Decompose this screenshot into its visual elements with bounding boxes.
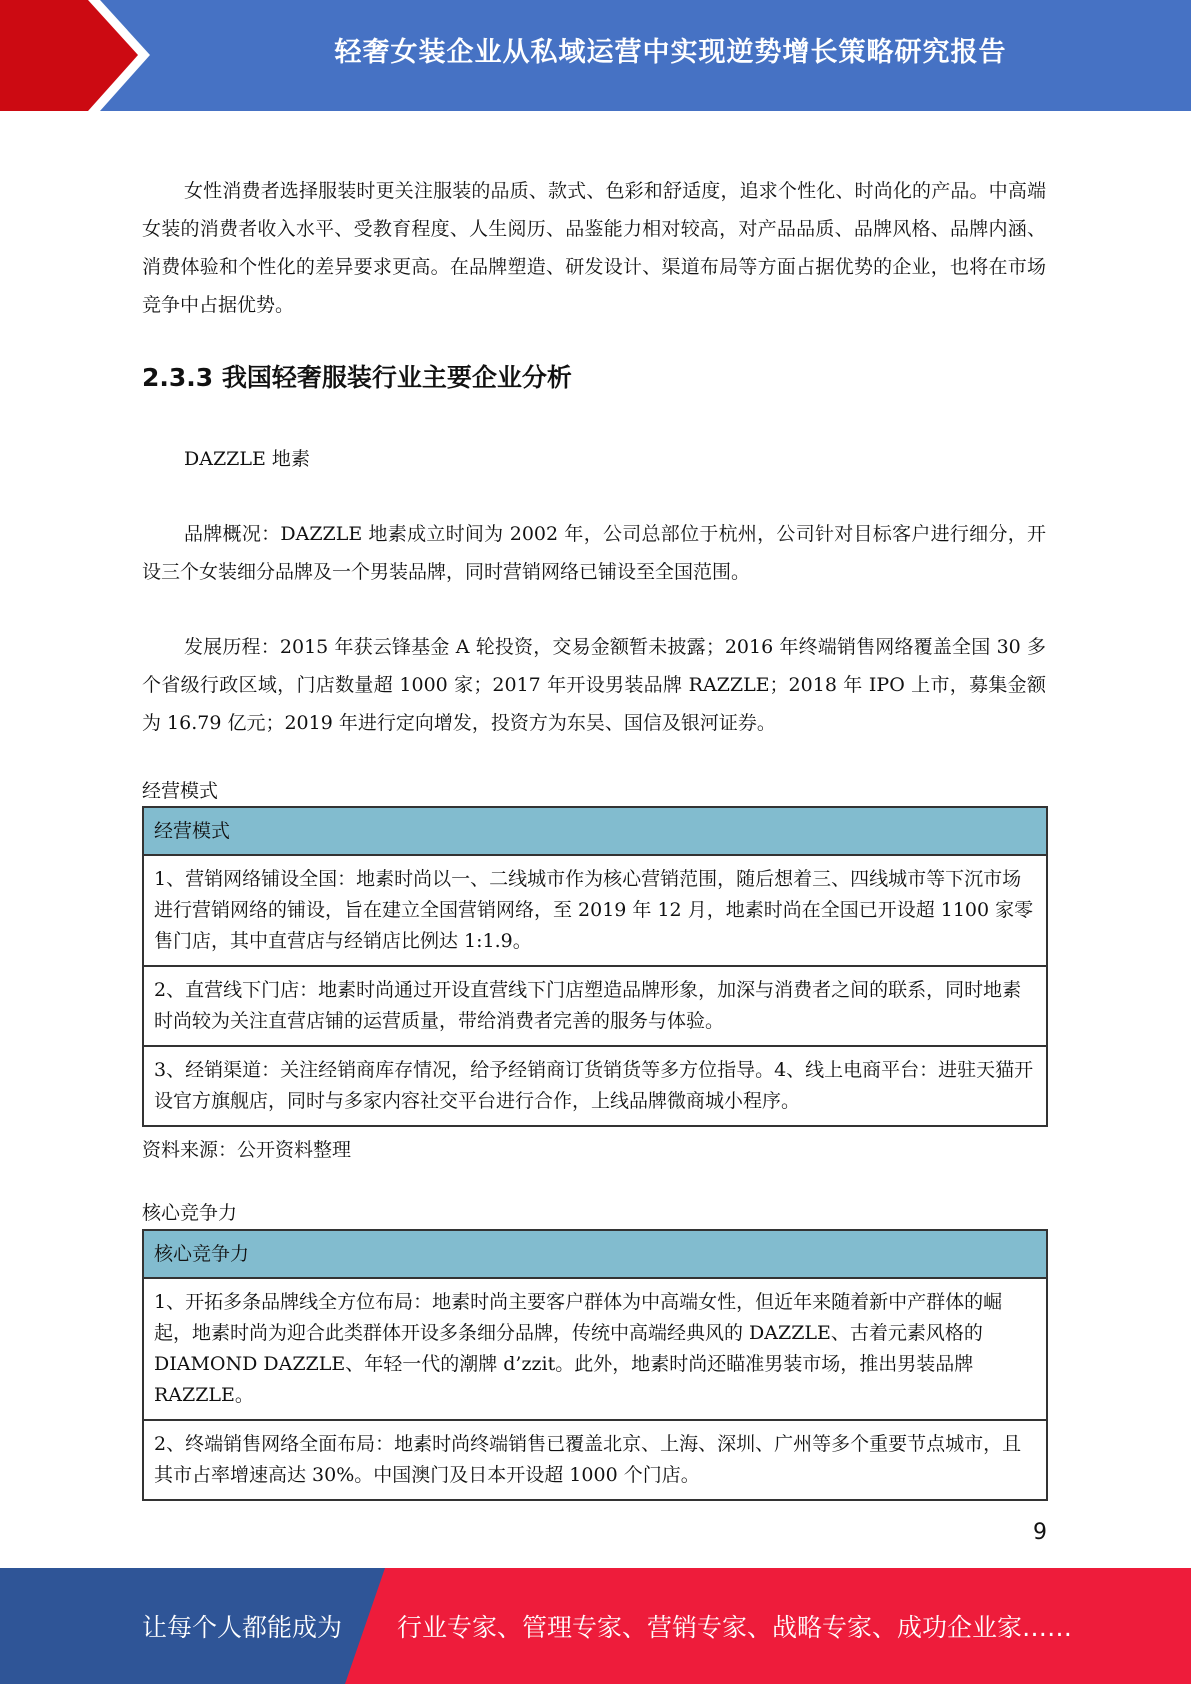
core-competitiveness-caption: 核心竞争力 (142, 1202, 238, 1224)
brand-overview: 品牌概况：DAZZLE 地素成立时间为 2002 年，公司总部位于杭州，公司针对目标客户进行细分，开设三个女装细分品牌及一个男装品牌，同时营销网络已铺设至全国范围。 (142, 523, 1046, 583)
core-competitiveness-table (142, 1229, 1048, 1501)
header-arrow-icon (0, 0, 160, 111)
development-history: 发展历程：2015 年获云锋基金 A 轮投资，交易金额暂未披露；2016 年终端销售网络覆盖全国 30 多个省级行政区域，门店数量超 1000 家；2017 年开设男装品牌 RAZZLE；2018 年 IPO 上市，募集金额为 16.79 亿元；2019 年进行定向增发，投资方为东吴、国信及银河证券。 (142, 636, 1046, 734)
footer-slogan-right: 行业专家、管理专家、营销专家、战略专家、成功企业家…… (397, 1613, 1073, 1642)
business-model-caption: 经营模式 (142, 780, 219, 802)
core-competitiveness-header: 核心竞争力 (143, 1230, 1047, 1278)
report-title: 轻奢女装企业从私域运营中实现逆势增长策略研究报告 (334, 37, 1007, 68)
company-name: DAZZLE 地素 (184, 448, 310, 470)
footer-slogan-left: 让每个人都能成为 (142, 1613, 343, 1642)
business-model-table (142, 806, 1048, 1127)
source-note: 资料来源：公开资料整理 (142, 1139, 352, 1161)
business-model-row: 2、直营线下门店：地素时尚通过开设直营线下门店塑造品牌形象，加深与消费者之间的联系，同时地素时尚较为关注直营店铺的运营质量，带给消费者完善的服务与体验。 (143, 966, 1047, 1046)
section-heading: 2.3.3 我国轻奢服装行业主要企业分析 (142, 363, 572, 392)
page-footer (0, 1568, 1191, 1684)
core-competitiveness-row: 1、开拓多条品牌线全方位布局：地素时尚主要客户群体为中高端女性，但近年来随着新中产群体的崛起，地素时尚为迎合此类群体开设多条细分品牌，传统中高端经典风的 DAZZLE、古着元素风格的 DIAMOND DAZZLE、年轻一代的潮牌 d’zzit。此外，地素时尚还瞄准男装市场，推出男装品牌 RAZZLE。 (143, 1278, 1047, 1420)
page-header (0, 0, 1191, 111)
business-model-row: 3、经销渠道：关注经销商库存情况，给予经销商订货销货等多方位指导。4、线上电商平台：进驻天猫开设官方旗舰店，同时与多家内容社交平台进行合作，上线品牌微商城小程序。 (143, 1046, 1047, 1126)
business-model-row: 1、营销网络铺设全国：地素时尚以一、二线城市作为核心营销范围，随后想着三、四线城市等下沉市场进行营销网络的铺设，旨在建立全国营销网络，至 2019 年 12 月，地素时尚在全国已开设超 1100 家零售门店，其中直营店与经销店比例达 1:1.9。 (143, 855, 1047, 966)
business-model-header: 经营模式 (143, 807, 1047, 855)
intro-paragraph: 女性消费者选择服装时更关注服装的品质、款式、色彩和舒适度，追求个性化、时尚化的产品。中高端女装的消费者收入水平、受教育程度、人生阅历、品鉴能力相对较高，对产品品质、品牌风格、品牌内涵、消费体验和个性化的差异要求更高。在品牌塑造、研发设计、渠道布局等方面占据优势的企业，也将在市场竞争中占据优势。 (142, 180, 1046, 316)
page-number: 9 (1033, 1520, 1047, 1545)
core-competitiveness-row: 2、终端销售网络全面布局：地素时尚终端销售已覆盖北京、上海、深圳、广州等多个重要节点城市，且其市占率增速高达 30%。中国澳门及日本开设超 1000 个门店。 (143, 1420, 1047, 1500)
